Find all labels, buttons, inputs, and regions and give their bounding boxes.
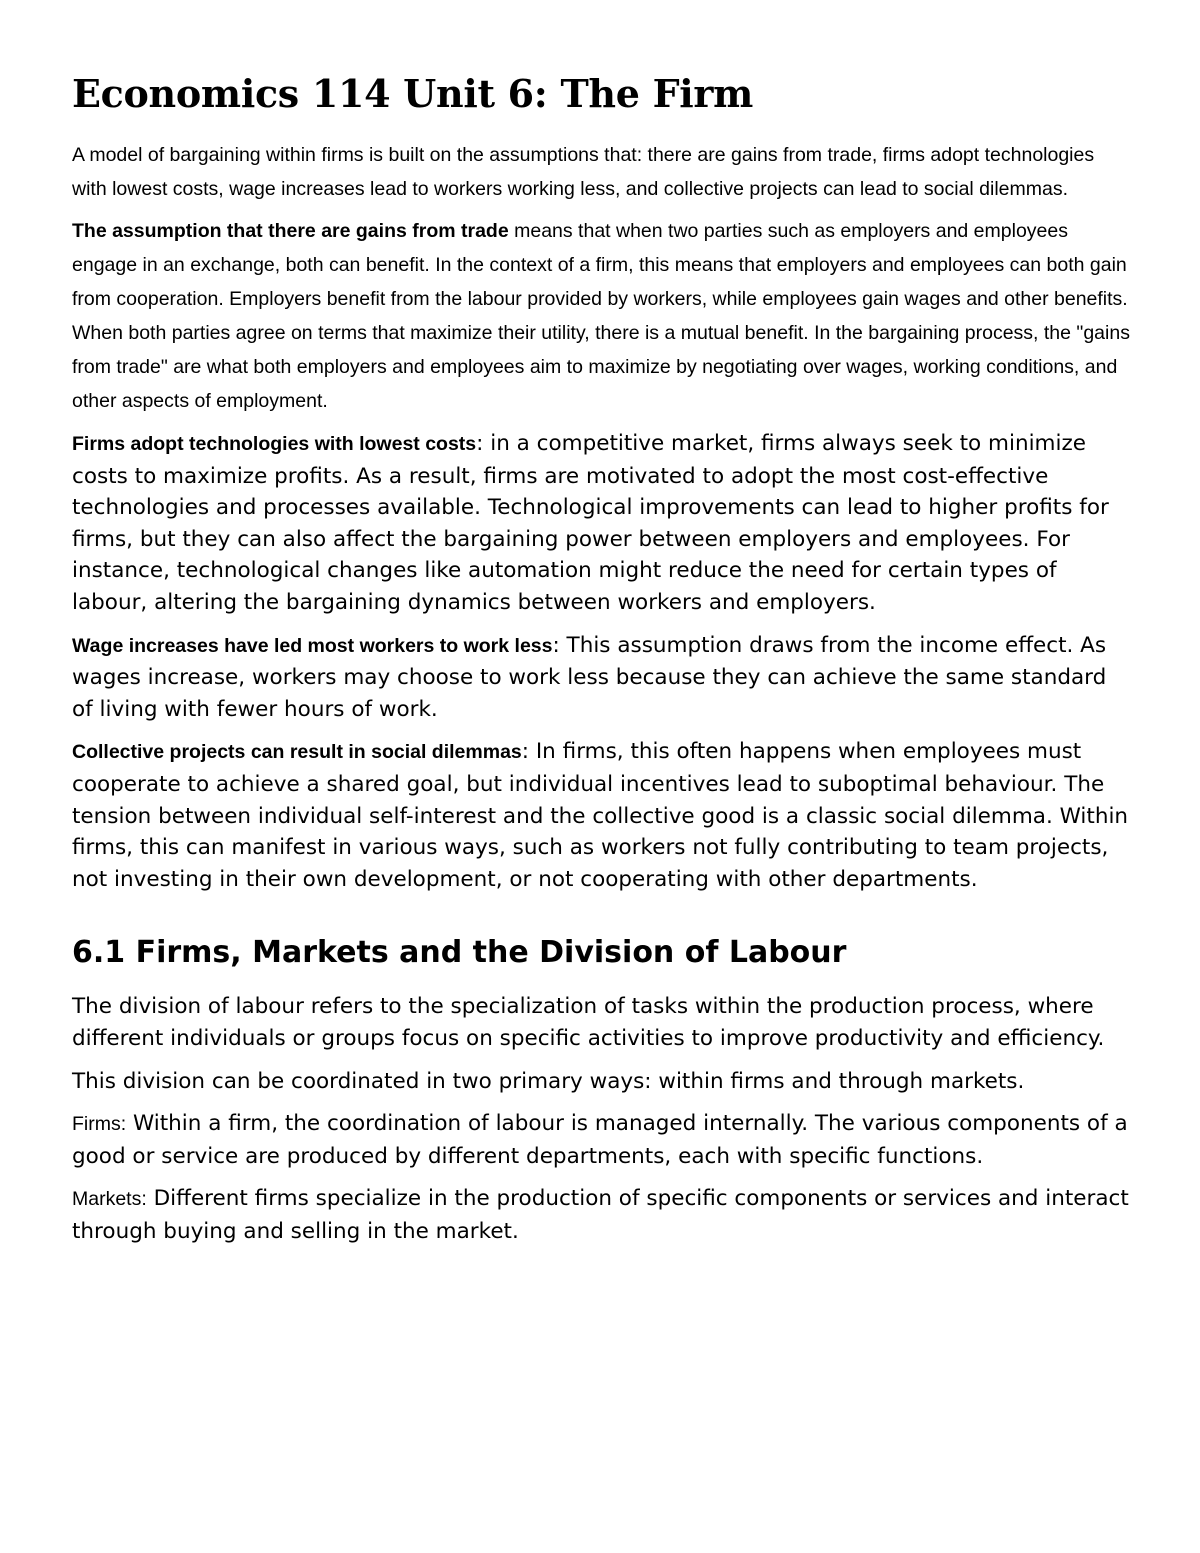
wages-lead: Wage increases have led most workers to work less: [72, 634, 553, 657]
technologies-paragraph: [72, 428, 1132, 619]
gains-from-trade-paragraph: [72, 214, 1132, 418]
collective-body: : In firms, this often happens when employees must cooperate to achieve a shared goal, but individual incentives lead to suboptimal behaviour. The tension between individual self-interest and the collective good is a classic social dilemma. Within firms, this can manifest in various ways, such as workers not fully contributing to team projects, not investing in their own development, or not cooperating with other departments.: [72, 739, 1129, 892]
intro-paragraph: A model of bargaining within firms is built on the assumptions that: there are gains from trade, firms adopt technologies with lowest costs, wage increases lead to workers working less, and collective projects can lead to social dilemmas.: [72, 144, 1095, 200]
collective-paragraph: [72, 736, 1132, 895]
technologies-body: : in a competitive market, firms always seek to minimize costs to maximize profits. As a result, firms are motivated to adopt the most cost-effective technologies and processes available. Technological improvements can lead to higher profits for firms, but they can also affect the bargaining power between employers and employees. For instance, technological changes like automation might reduce the need for certain types of labour, altering the bargaining dynamics between workers and employers.: [72, 431, 1109, 615]
firms-lead: Firms:: [72, 1113, 127, 1136]
firms-paragraph: [72, 1108, 1132, 1172]
document-page: [72, 70, 1132, 1258]
markets-paragraph: [72, 1183, 1132, 1247]
section-heading-6-1: 6.1 Firms, Markets and the Division of Labour: [72, 935, 847, 971]
page-title: Economics 114 Unit 6: The Firm: [72, 71, 754, 116]
markets-body: Different firms specialize in the production of specific components or services and interact through buying and selling in the market.: [72, 1186, 1129, 1244]
gains-from-trade-lead: The assumption that there are gains from trade: [72, 220, 509, 242]
collective-lead: Collective projects can result in social dilemmas: [72, 741, 522, 764]
gains-from-trade-body: means that when two parties such as employers and employees engage in an exchange, both can benefit. In the context of a firm, this means that employers and employees can both gain from cooperation. Employers benefit from the labour provided by workers, while employees gain wages and other benefits. When both parties agree on terms that maximize their utility, there is a mutual benefit. In the bargaining process, the "gains from trade" are what both employers and employees aim to maximize by negotiating over wages, working conditions, and other aspects of employment.: [72, 220, 1130, 412]
division-paragraph: The division of labour refers to the specialization of tasks within the production process, where different individuals or groups focus on specific activities to improve productivity and efficiency.: [72, 994, 1105, 1051]
coordination-paragraph: This division can be coordinated in two primary ways: within firms and through markets.: [72, 1068, 1025, 1094]
firms-body: Within a firm, the coordination of labour is managed internally. The various components of a good or service are produced by different departments, each with specific functions.: [72, 1111, 1128, 1169]
wages-body: : This assumption draws from the income effect. As wages increase, workers may choose to work less because they can achieve the same standard of living with fewer hours of work.: [72, 632, 1107, 722]
wages-paragraph: [72, 630, 1132, 726]
technologies-lead: Firms adopt technologies with lowest costs: [72, 433, 477, 455]
markets-lead: Markets:: [72, 1188, 147, 1211]
